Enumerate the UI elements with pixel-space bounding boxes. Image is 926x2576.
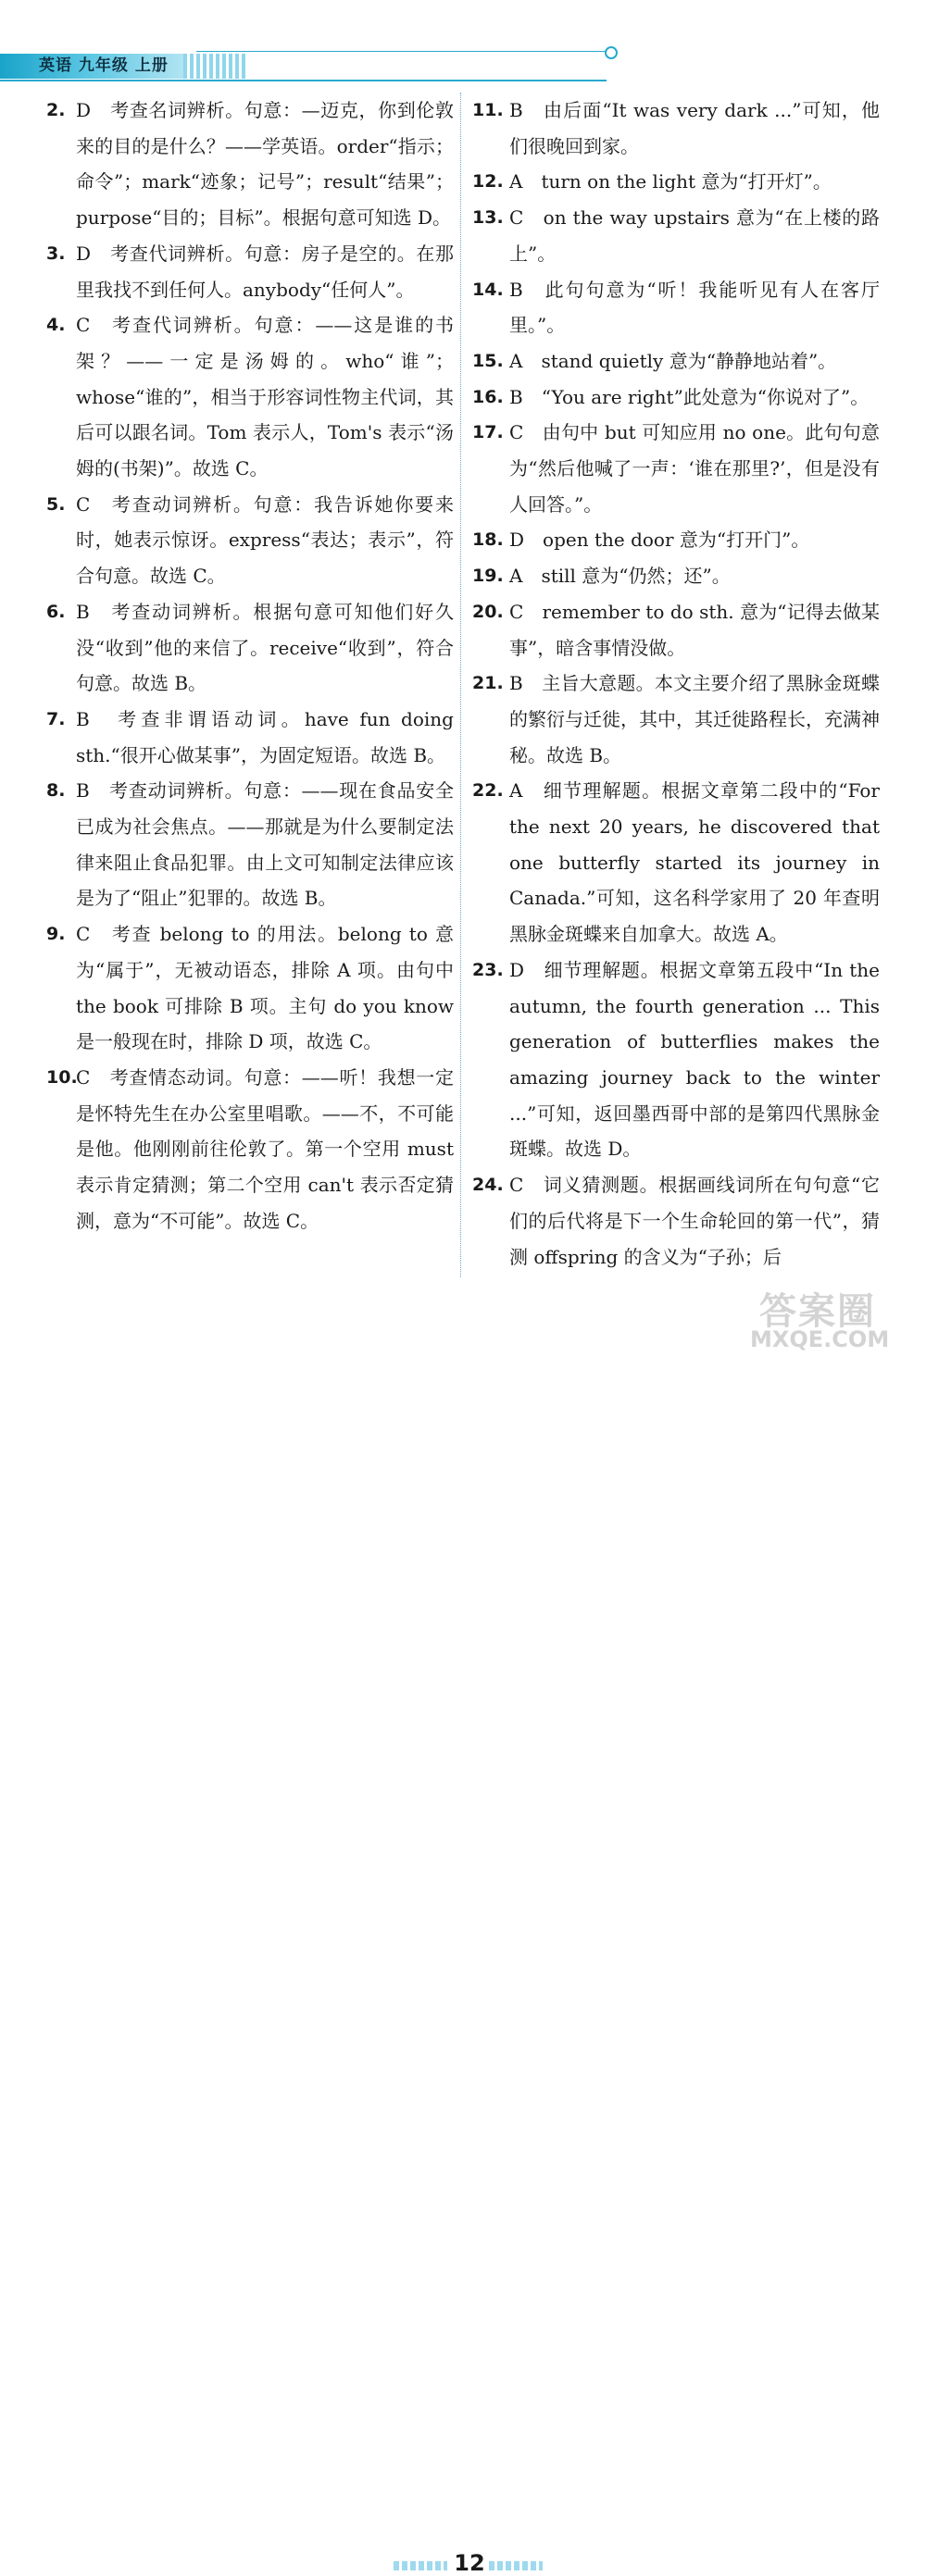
book-title: 英语 九年级 上册 xyxy=(39,56,169,75)
item-number: 13. xyxy=(472,207,504,229)
item-text: D 细节理解题。根据文章第五段中“In the autumn, the fourth generation ... This generation of butterflies makes the amazing journey back to the winter ...”可知，返回墨西哥中部的是第四代黑脉金斑蝶。故选 D。 xyxy=(509,958,880,1161)
watermark-logo xyxy=(741,1282,917,1356)
item-number: 17. xyxy=(472,422,504,443)
answer-item xyxy=(472,343,880,380)
item-number: 8. xyxy=(46,780,66,802)
item-number: 9. xyxy=(46,924,66,945)
column-divider xyxy=(460,93,461,1277)
answer-item xyxy=(46,236,454,307)
answer-item xyxy=(46,1060,454,1239)
answer-item xyxy=(46,773,454,916)
item-text: D 考查代词辨析。句意：房子是空的。在那里我找不到任何人。anybody“任何人”。 xyxy=(76,242,454,301)
answer-item xyxy=(472,200,880,271)
item-number: 11. xyxy=(472,100,504,120)
answer-item xyxy=(472,666,880,773)
header-dot-ornament xyxy=(605,46,618,59)
item-text: B 此句句意为“听！我能听见有人在客厅里。”。 xyxy=(509,278,880,337)
answer-item xyxy=(472,415,880,522)
page-header xyxy=(0,0,926,93)
item-number: 6. xyxy=(46,601,66,622)
item-text: A stand quietly 意为“静静地站着”。 xyxy=(509,349,837,372)
answer-item xyxy=(46,702,454,773)
item-number: 22. xyxy=(472,780,504,802)
item-number: 5. xyxy=(46,493,66,515)
item-number: 24. xyxy=(472,1175,504,1196)
watermark-cn-text: 答案圈 xyxy=(759,1290,876,1333)
item-text: B 主旨大意题。本文主要介绍了黑脉金斑蝶的繁衍与迁徙，其中，其迁徙路程长，充满神秘。故选 B。 xyxy=(509,672,880,766)
answer-item xyxy=(472,93,880,164)
item-number: 4. xyxy=(46,315,66,336)
item-text: C 考查情态动词。句意：——听！我想一定是怀特先生在办公室里唱歌。——不，不可能是他。他刚刚前往伦敦了。第一个空用 must 表示肯定猜测；第二个空用 can't 表示否定猜测，意为“不可能”。故选 C。 xyxy=(76,1065,454,1232)
item-text: A 细节理解题。根据文章第二段中的“For the next 20 years, he discovered that one butterfly started its journey in Canada.”可知，这名科学家用了 20 年查明黑脉金斑蝶来自加拿大。故选 A。 xyxy=(509,779,880,946)
item-text: B 考查非谓语动词。have fun doing sth.“很开心做某事”，为固定短语。故选 B。 xyxy=(76,707,454,766)
item-number: 20. xyxy=(472,601,504,622)
item-number: 15. xyxy=(472,350,504,371)
answer-item xyxy=(472,164,880,200)
answer-item xyxy=(46,487,454,594)
watermark-en-text: MXQE.COM xyxy=(750,1326,890,1352)
page-number: 12 xyxy=(454,2550,485,2576)
item-number: 10. xyxy=(46,1066,78,1088)
answer-item xyxy=(472,522,880,558)
answer-item xyxy=(472,1167,880,1275)
item-number: 19. xyxy=(472,566,504,587)
item-text: B 由后面“It was very dark ...”可知，他们很晚回到家。 xyxy=(509,99,880,157)
item-number: 14. xyxy=(472,279,504,300)
item-number: 16. xyxy=(472,386,504,407)
item-text: C 由句中 but 可知应用 no one。此句句意为“然后他喊了一声：‘谁在那里?’，但是没有人回答。”。 xyxy=(509,421,880,516)
item-text: A still 意为“仍然；还”。 xyxy=(509,565,731,588)
answer-item xyxy=(46,594,454,702)
item-number: 12. xyxy=(472,171,504,193)
item-text: C on the way upstairs 意为“在上楼的路上”。 xyxy=(509,206,880,265)
item-number: 21. xyxy=(472,673,504,694)
left-column xyxy=(46,93,454,1239)
answer-item xyxy=(46,307,454,487)
answer-item xyxy=(46,93,454,236)
footer-ornament-right xyxy=(489,2561,543,2570)
header-rule-top xyxy=(196,51,608,52)
item-text: D open the door 意为“打开门”。 xyxy=(509,529,810,552)
right-column xyxy=(472,93,880,1275)
item-number: 18. xyxy=(472,529,504,551)
item-text: A turn on the light 意为“打开灯”。 xyxy=(509,170,832,193)
answer-item xyxy=(472,594,880,666)
item-number: 3. xyxy=(46,243,66,264)
item-number: 2. xyxy=(46,100,66,120)
item-text: C 考查动词辨析。句意：我告诉她你要来时，她表示惊讶。express“表达；表示”，符合句意。故选 C。 xyxy=(76,492,454,588)
item-text: B 考查动词辨析。根据句意可知他们好久没“收到”他的来信了。receive“收到”，符合句意。故选 B。 xyxy=(76,600,454,695)
answer-item xyxy=(46,916,454,1060)
item-text: C 考查代词辨析。句意：——这是谁的书架？——一定是汤姆的。who“谁”；whose“谁的”，相当于形容词性物主代词，其后可以跟名词。Tom 表示人，Tom's 表示“汤姆的(书架)”。故选 C。 xyxy=(76,314,454,480)
item-text: C 考查 belong to 的用法。belong to 意为“属于”，无被动语态，排除 A 项。由句中 the book 可排除 B 项。主句 do you know 是一般现在时，排除 D 项，故选 C。 xyxy=(76,923,454,1053)
item-text: C remember to do sth. 意为“记得去做某事”，暗含事情没做。 xyxy=(509,600,880,659)
answer-item xyxy=(472,380,880,416)
answer-item xyxy=(472,952,880,1167)
item-text: D 考查名词辨析。句意：—迈克，你到伦敦来的目的是什么？——学英语。order“指示；命令”；mark“迹象；记号”；result“结果”；purpose“目的；目标”。根据句意可知选 D。 xyxy=(76,99,454,230)
item-number: 23. xyxy=(472,959,504,980)
item-text: C 词义猜测题。根据画线词所在句句意“它们的后代将是下一个生命轮回的第一代”，猜测 offspring 的含义为“子孙；后 xyxy=(509,1174,880,1268)
item-text: B “You are right”此处意为“你说对了”。 xyxy=(509,385,870,408)
answer-item xyxy=(472,773,880,952)
answer-item xyxy=(472,272,880,343)
header-stripes xyxy=(183,54,246,79)
item-number: 7. xyxy=(46,708,66,729)
item-text: B 考查动词辨析。句意：——现在食品安全已成为社会焦点。——那就是为什么要制定法律来阻止食品犯罪。由上文可知制定法律应该是为了“阻止”犯罪的。故选 B。 xyxy=(76,779,454,910)
header-rule xyxy=(0,80,607,81)
footer-ornament-left xyxy=(394,2561,447,2570)
answer-item xyxy=(472,558,880,594)
